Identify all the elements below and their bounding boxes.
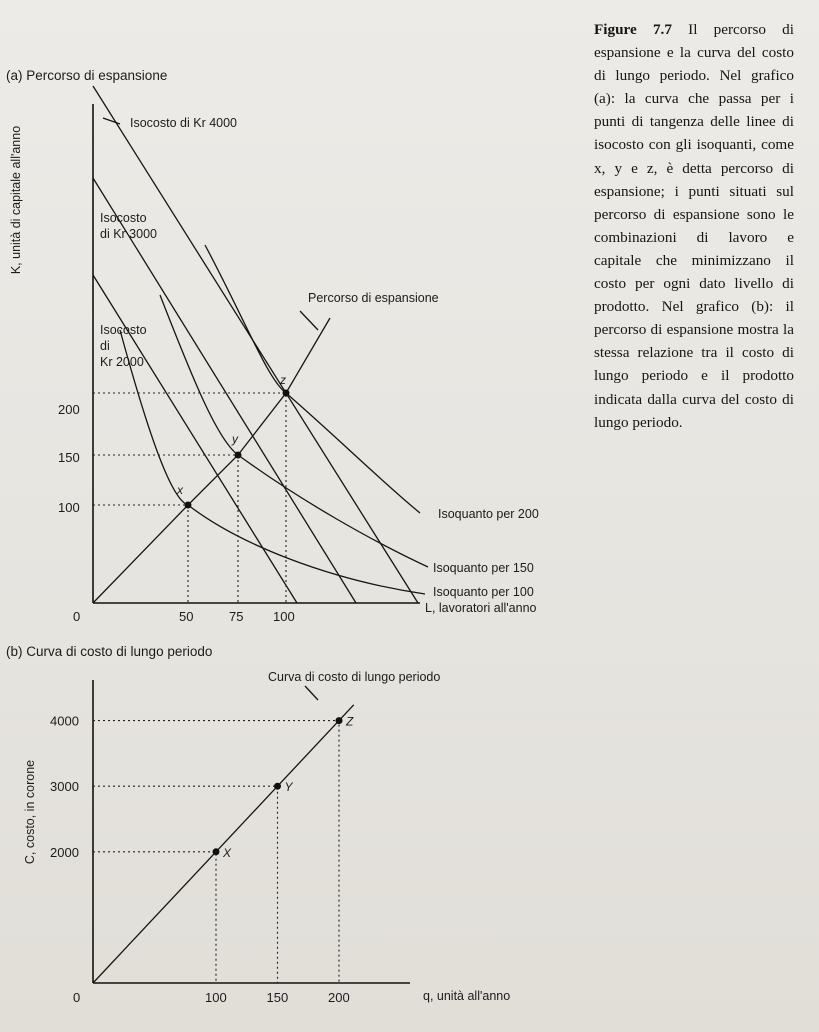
long-run-cost-curve <box>93 705 354 983</box>
point-x <box>185 502 192 509</box>
a-xtick-50: 50 <box>179 609 194 624</box>
guide-z <box>93 393 286 603</box>
panel-b-title: (b) Curva di costo di lungo periodo <box>6 644 213 659</box>
a-xtick-75: 75 <box>229 609 244 624</box>
point-z <box>283 390 290 397</box>
caption-text: Il percorso di espansione e la curva del costo di lungo periodo. Nel grafico (a): la curva che passa per i punti di tangenza delle linee di isocosto con gli isoquanti, come x, y e z, è detta percorso di espansione; i punti situati sul percorso di espansione sono le combinazioni di lavoro e capitale che minimizzano il costo per ogni dato livello di prodotto. Nel grafico (b): il percorso di espansione mostra la stessa relazione tra il costo di lungo periodo e il prodotto indicata dalla curva del costo di lungo periodo. <box>594 21 794 431</box>
panel-a-title: (a) Percorso di espansione <box>6 68 168 83</box>
panel-a <box>6 68 539 624</box>
isocost-4000-label: Isocosto di Kr 4000 <box>130 116 238 130</box>
panel-b <box>6 644 510 1005</box>
panel-a-origin: 0 <box>73 609 81 624</box>
expansion-path-label: Percorso di espansione <box>308 291 439 305</box>
cost-curve-marks <box>50 705 354 1005</box>
a-ytick-150: 150 <box>58 450 80 465</box>
cost-curve-label: Curva di costo di lungo periodo <box>268 670 441 684</box>
point-X-label: X <box>223 845 232 860</box>
panel-a-y-axis-label: K, unità di capitale all'anno <box>9 125 23 275</box>
figure-number: Figure 7.7 <box>594 21 672 38</box>
point-Y-label: Y <box>284 780 293 795</box>
point-y-label: y <box>232 432 238 446</box>
cost-curve-leader <box>305 686 318 700</box>
point-Y <box>274 783 281 790</box>
isoquant-100 <box>120 330 425 594</box>
isocost-4000-leader <box>103 118 120 124</box>
point-z-label: z <box>280 373 286 387</box>
point-Z <box>336 717 343 724</box>
isoquant-150 <box>160 295 428 567</box>
panel-b-origin: 0 <box>73 990 81 1005</box>
panel-a-x-axis-label: L, lavoratori all'anno <box>425 601 537 615</box>
b-xtick-100: 100 <box>205 990 227 1005</box>
isocost-line-3000 <box>93 178 356 603</box>
a-ytick-100: 100 <box>58 500 80 515</box>
point-Z-label: Z <box>346 714 354 729</box>
panel-b-x-axis-label: q, unità all'anno <box>423 989 511 1003</box>
a-xtick-100: 100 <box>273 609 295 624</box>
b-xtick-200: 200 <box>328 990 350 1005</box>
isoquant-200-label: Isoquanto per 200 <box>438 507 539 521</box>
panel-b-y-axis-label: C, costo, in corone <box>23 759 37 865</box>
point-y <box>235 452 242 459</box>
isocost-3000-label: Isocosto di Kr 3000 <box>100 211 157 241</box>
b-xtick-150: 150 <box>266 990 289 1005</box>
isoquant-200 <box>205 245 420 513</box>
isocost-2000-label: Isocosto di Kr 2000 <box>100 323 147 369</box>
b-ytick-3000: 3000 <box>50 779 79 795</box>
isoquant-150-label: Isoquanto per 150 <box>433 561 534 575</box>
b-ytick-2000: 2000 <box>50 844 79 860</box>
point-x-label: x <box>177 483 183 497</box>
a-ytick-200: 200 <box>58 402 80 417</box>
expansion-path-leader <box>300 311 318 330</box>
isoquant-100-label: Isoquanto per 100 <box>433 585 534 599</box>
point-X <box>213 848 220 855</box>
b-ytick-4000: 4000 <box>50 713 79 729</box>
